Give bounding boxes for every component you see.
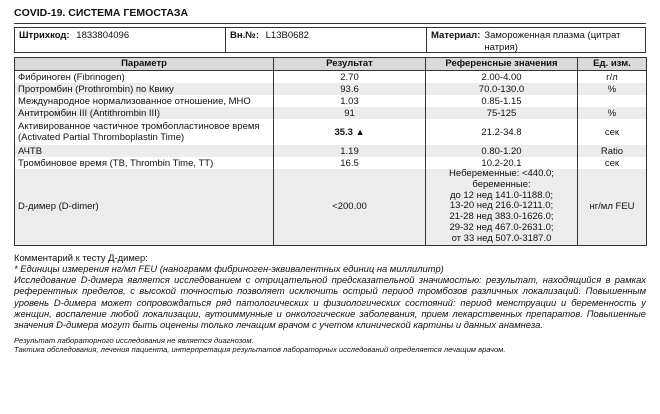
reference-line: от 33 нед 507.0-3187.0 <box>451 232 552 244</box>
table-row <box>15 71 647 84</box>
barcode-label: Штрихкод: <box>19 30 70 41</box>
row-param <box>15 119 274 145</box>
row-unit <box>578 95 647 107</box>
results-table <box>14 57 647 246</box>
sample-info <box>14 27 646 53</box>
row-result <box>274 119 426 145</box>
reference-line: беременные: <box>472 178 531 190</box>
table-row <box>15 83 647 95</box>
col-header-reference: Референсные значения <box>426 58 578 71</box>
row-reference: 0.85-1.15 <box>426 95 578 107</box>
col-header-param: Параметр <box>15 58 274 71</box>
material-cell <box>426 27 646 53</box>
row-result: 2.70 <box>274 71 426 84</box>
reference-line: 29-32 нед 467.0-2631.0; <box>449 221 554 233</box>
report-title: COVID-19. СИСТЕМА ГЕМОСТАЗА <box>14 7 189 19</box>
row-param-line: Активированное частичное тромбопластиновое время <box>18 121 260 132</box>
internal-number-label: Вн.№: <box>230 30 259 41</box>
row-unit: Ratio <box>578 145 647 157</box>
material-label: Материал: <box>431 30 481 41</box>
table-row <box>15 107 647 119</box>
row-reference: 70.0-130.0 <box>426 83 578 95</box>
reference-line: 13-20 нед 216.0-1211.0; <box>449 200 554 212</box>
high-flag-icon: ▲ <box>355 126 365 137</box>
row-unit: сек <box>578 157 647 169</box>
row-result: 1.03 <box>274 95 426 107</box>
comments-section <box>14 252 646 331</box>
row-unit: % <box>578 107 647 119</box>
row-param: Протромбин (Prothrombin) по Квику <box>15 83 274 95</box>
row-unit: % <box>578 83 647 95</box>
row-reference: 10.2-20.1 <box>426 157 578 169</box>
row-reference: 75-125 <box>426 107 578 119</box>
row-result: 1.19 <box>274 145 426 157</box>
table-row <box>15 145 647 157</box>
row-reference <box>426 169 578 245</box>
internal-number-value: L13B0682 <box>265 30 309 41</box>
reference-line: 21-28 нед 383.0-1626.0; <box>449 211 554 223</box>
row-param: Международное нормализованное отношение, МНО <box>15 95 274 107</box>
row-param-line: (Activated Partial Thromboplastin Time) <box>18 132 185 143</box>
result-value: 35.3 <box>334 126 353 138</box>
title-divider <box>14 23 646 24</box>
row-result: <200.00 <box>274 169 426 245</box>
row-reference: 21.2-34.8 <box>426 119 578 145</box>
col-header-unit: Ед. изм. <box>578 58 647 71</box>
disclaimer-line: Тактика обследования, лечения пациента, интерпретация результатов лабораторных исследований определяется лечащим врачом. <box>14 345 506 355</box>
material-value: Замороженная плазма (цитрат натрия) <box>484 30 621 53</box>
barcode-cell <box>14 27 226 53</box>
table-header-row <box>15 58 647 71</box>
row-result: 91 <box>274 107 426 119</box>
row-unit: г/л <box>578 71 647 84</box>
reference-line: до 12 нед 141.0-1188.0; <box>449 189 554 201</box>
table-row <box>15 169 647 245</box>
barcode-value: 1833804096 <box>76 30 130 41</box>
row-result: 93.6 <box>274 83 426 95</box>
comments-unit-note: * Единицы измерения нг/мл FEU (нанограмм фибриноген-эквивалентных единиц на миллилитр) <box>14 262 444 274</box>
row-unit: сек <box>578 119 647 145</box>
row-param: АЧТВ <box>15 145 274 157</box>
table-row <box>15 119 647 145</box>
row-unit: нг/мл FEU <box>578 169 647 245</box>
reference-line: Небеременные: <440.0; <box>449 168 554 179</box>
table-row <box>15 95 647 107</box>
col-header-result: Результат <box>274 58 426 71</box>
row-reference: 0.80-1.20 <box>426 145 578 157</box>
comments-heading: Комментарий к тесту Д-димер: <box>14 251 148 263</box>
row-param: D-димер (D-dimer) <box>15 169 274 245</box>
row-param: Фибриноген (Fibrinogen) <box>15 71 274 84</box>
row-reference: 2.00-4.00 <box>426 71 578 84</box>
reference-ranges <box>429 169 574 245</box>
disclaimer <box>14 336 646 355</box>
row-param: Антитромбин III (Antithrombin III) <box>15 107 274 119</box>
row-param: Тромбиновое время (TB, Thrombin Time, TT) <box>15 157 274 169</box>
disclaimer-line: Результат лабораторного исследования не является диагнозом. <box>14 335 254 345</box>
comments-body: Исследование D-димера является исследованием с отрицательной предсказательной значимостью: результат, находящийся в рамках референтных пределов, с высокой точностью позволяет исключить острый период тромбозов различных локализаций. Повышенным уровень D-димера может сопровождаться ряд патологических и физиологических состояний: период менструации и беременность у женщин, воспаление любой локализации, аутоиммунные и онкологические заболевания, прием лекарственных препаратов. Повышенные значения D-димера могут быть оценены только лечащим врачом с учетом клинической картины и данных анамнеза. <box>14 274 646 331</box>
row-result: 16.5 <box>274 157 426 169</box>
internal-number-cell <box>226 27 426 53</box>
